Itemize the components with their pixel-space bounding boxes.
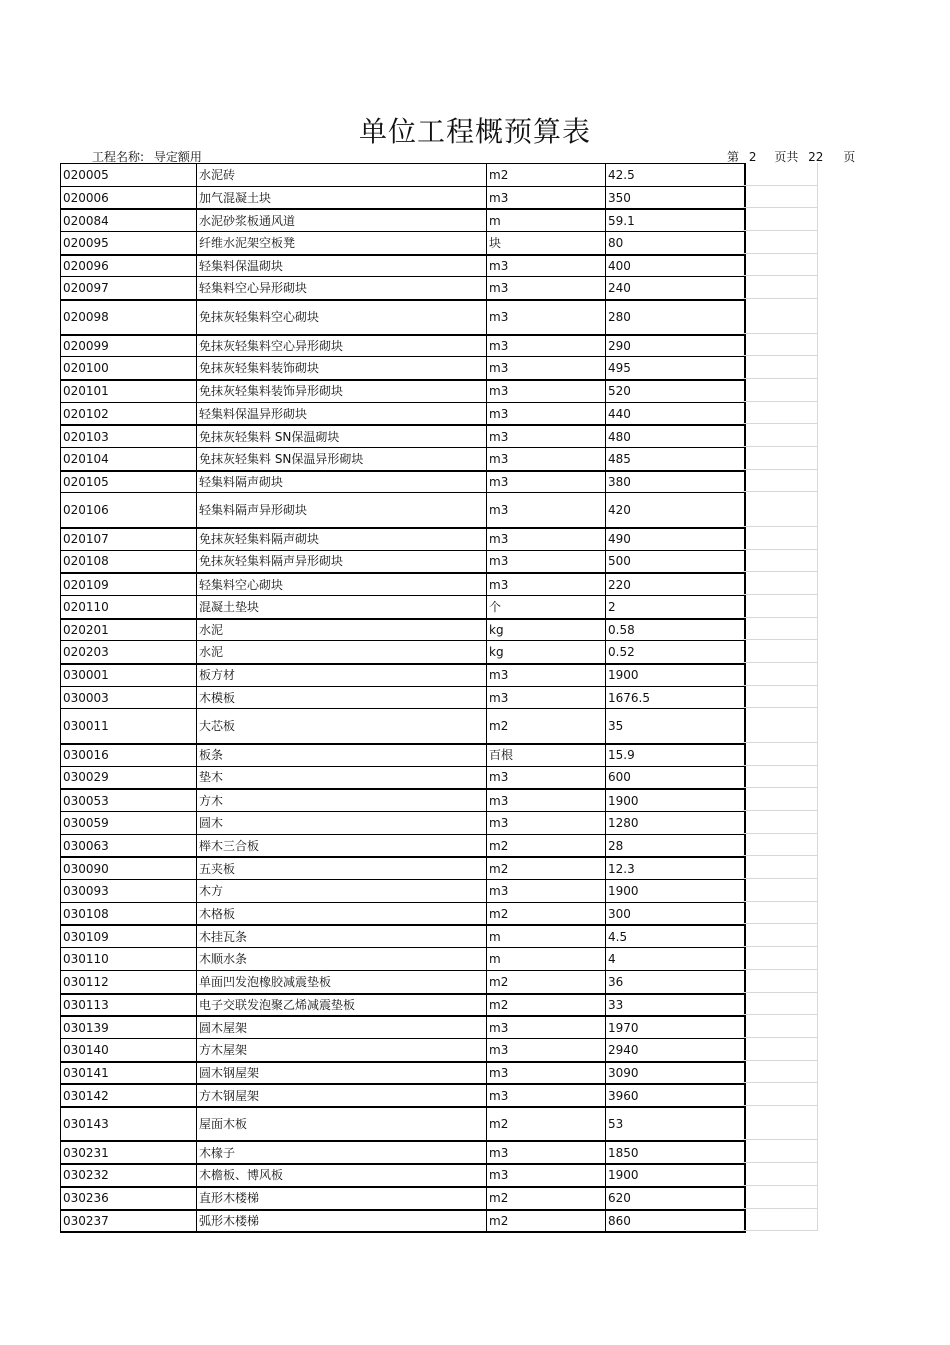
- table-row: [61, 924, 744, 947]
- item-code: 030109: [61, 926, 197, 947]
- table-row: [61, 492, 744, 527]
- item-code: 030016: [61, 745, 197, 766]
- table-row: [61, 686, 744, 709]
- item-unit: m3: [487, 812, 606, 834]
- item-name: 免抹灰轻集料 SN保温异形砌块: [197, 448, 487, 470]
- item-unit: m3: [487, 1063, 606, 1084]
- item-name: 屋面木板: [197, 1108, 487, 1141]
- side-cell: [743, 811, 818, 834]
- item-price: 4: [608, 951, 616, 966]
- item-name: 水泥: [197, 641, 487, 663]
- item-price: 860: [608, 1213, 631, 1228]
- table-row: [61, 470, 744, 493]
- item-code: 030113: [61, 995, 197, 1016]
- side-cell: [743, 947, 818, 970]
- item-code: 020096: [61, 256, 197, 277]
- side-cell: [743, 231, 818, 254]
- item-price: 3960: [608, 1088, 639, 1103]
- item-price: 1676.5: [608, 690, 650, 705]
- item-price: 220: [608, 577, 631, 592]
- side-cell: [743, 572, 818, 595]
- table-row: [61, 834, 744, 857]
- item-price: 15.9: [608, 748, 635, 763]
- item-price: 620: [608, 1191, 631, 1206]
- item-unit: m3: [487, 381, 606, 402]
- item-name: 五夹板: [197, 858, 487, 879]
- item-price: 80: [608, 235, 624, 250]
- table-row: [61, 1038, 744, 1061]
- side-cell: [743, 708, 818, 743]
- item-code: 030143: [61, 1108, 197, 1141]
- item-price: 1850: [608, 1145, 639, 1160]
- item-unit: m3: [487, 493, 606, 527]
- item-name: 木檐板、博风板: [197, 1165, 487, 1186]
- item-code: 030001: [61, 665, 197, 686]
- item-unit: m3: [487, 790, 606, 811]
- item-name: 轻集料保温砌块: [197, 256, 487, 277]
- item-code: 030232: [61, 1165, 197, 1186]
- item-price: 53: [608, 1117, 624, 1132]
- item-code: 020110: [61, 596, 197, 618]
- item-name: 水泥: [197, 620, 487, 641]
- side-cell: [743, 334, 818, 357]
- item-code: 030110: [61, 948, 197, 970]
- item-price: 440: [608, 406, 631, 421]
- side-cell: [743, 254, 818, 277]
- table-row: [61, 231, 744, 254]
- item-unit: m2: [487, 709, 606, 743]
- item-name: 木模板: [197, 687, 487, 709]
- item-code: 020097: [61, 277, 197, 299]
- item-unit: m3: [487, 256, 606, 277]
- item-price: 280: [608, 310, 631, 325]
- item-unit: m3: [487, 448, 606, 470]
- item-unit: m3: [487, 277, 606, 299]
- item-price: 36: [608, 974, 624, 989]
- item-price: 1900: [608, 793, 639, 808]
- item-price: 350: [608, 190, 631, 205]
- item-code: 030003: [61, 687, 197, 709]
- item-unit: m: [487, 210, 606, 231]
- item-unit: 块: [487, 232, 606, 254]
- item-unit: m3: [487, 357, 606, 379]
- item-name: 免抹灰轻集料 SN保温砌块: [197, 426, 487, 447]
- item-unit: kg: [487, 620, 606, 641]
- side-cell: [743, 1186, 818, 1209]
- table-row: [61, 1083, 744, 1106]
- table-row: [61, 856, 744, 879]
- item-name: 板条: [197, 745, 487, 766]
- item-code: 020098: [61, 301, 197, 334]
- item-name: 免抹灰轻集料隔声砌块: [197, 529, 487, 550]
- item-code: 020005: [61, 164, 197, 186]
- item-name: 加气混凝土块: [197, 187, 487, 209]
- side-cell: [743, 492, 818, 527]
- side-cell: [743, 663, 818, 686]
- item-price: 520: [608, 384, 631, 399]
- item-price: 1280: [608, 815, 639, 830]
- item-name: 混凝土垫块: [197, 596, 487, 618]
- item-name: 轻集料空心异形砌块: [197, 277, 487, 299]
- table-row: [61, 527, 744, 550]
- item-name: 板方材: [197, 665, 487, 686]
- item-code: 020101: [61, 381, 197, 402]
- table-row: [61, 402, 744, 425]
- item-unit: m3: [487, 426, 606, 447]
- item-price: 1970: [608, 1020, 639, 1035]
- side-cell: [743, 856, 818, 879]
- item-code: 020102: [61, 403, 197, 425]
- table-row: [61, 1015, 744, 1038]
- item-code: 030090: [61, 858, 197, 879]
- table-row: [61, 447, 744, 470]
- item-unit: m3: [487, 472, 606, 493]
- item-price: 33: [608, 997, 624, 1012]
- side-cell: [743, 356, 818, 379]
- side-cell: [743, 970, 818, 993]
- item-name: 木格板: [197, 903, 487, 925]
- side-cell: [743, 1015, 818, 1038]
- item-unit: m3: [487, 1142, 606, 1163]
- item-price: 1900: [608, 1168, 639, 1183]
- item-name: 电子交联发泡聚乙烯减震垫板: [197, 995, 487, 1016]
- side-cell: [743, 1061, 818, 1084]
- item-name: 圆木: [197, 812, 487, 834]
- item-code: 030029: [61, 767, 197, 789]
- item-name: 免抹灰轻集料空心异形砌块: [197, 336, 487, 357]
- item-name: 木顺水条: [197, 948, 487, 970]
- item-name: 垫木: [197, 767, 487, 789]
- table-row: [61, 743, 744, 766]
- table-row: [61, 550, 744, 573]
- side-cell: [743, 1140, 818, 1163]
- item-name: 轻集料隔声异形砌块: [197, 493, 487, 527]
- item-price: 495: [608, 361, 631, 376]
- item-code: 020099: [61, 336, 197, 357]
- item-code: 030140: [61, 1039, 197, 1061]
- item-code: 020006: [61, 187, 197, 209]
- item-unit: m3: [487, 1165, 606, 1186]
- item-name: 方木: [197, 790, 487, 811]
- item-price: 42.5: [608, 167, 635, 182]
- item-code: 020108: [61, 551, 197, 573]
- item-unit: m3: [487, 574, 606, 595]
- item-code: 030053: [61, 790, 197, 811]
- item-unit: m3: [487, 1085, 606, 1106]
- item-code: 020201: [61, 620, 197, 641]
- side-cell: [743, 743, 818, 766]
- table-row: [61, 1140, 744, 1163]
- side-grid: [743, 163, 818, 1231]
- side-cell: [743, 186, 818, 209]
- item-name: 圆木钢屋架: [197, 1063, 487, 1084]
- item-code: 020100: [61, 357, 197, 379]
- side-cell: [743, 879, 818, 902]
- item-price: 3090: [608, 1065, 639, 1080]
- item-code: 020104: [61, 448, 197, 470]
- side-cell: [743, 299, 818, 334]
- item-unit: m3: [487, 301, 606, 334]
- side-cell: [743, 1163, 818, 1186]
- item-unit: m3: [487, 1039, 606, 1061]
- item-code: 030059: [61, 812, 197, 834]
- item-unit: m2: [487, 1211, 606, 1232]
- item-code: 030063: [61, 835, 197, 857]
- page-title: 单位工程概预算表: [358, 115, 591, 148]
- table-row: [61, 572, 744, 595]
- side-cell: [743, 595, 818, 618]
- table-row: [61, 1061, 744, 1084]
- item-code: 020106: [61, 493, 197, 527]
- item-price: 300: [608, 906, 631, 921]
- item-unit: m2: [487, 1188, 606, 1209]
- page-prefix: 第: [727, 150, 740, 164]
- table-row: [61, 970, 744, 993]
- item-name: 方木钢屋架: [197, 1085, 487, 1106]
- item-unit: m3: [487, 767, 606, 789]
- item-price: 600: [608, 770, 631, 785]
- project-name: 导定额用: [153, 150, 202, 164]
- item-unit: m3: [487, 403, 606, 425]
- side-cell: [743, 163, 818, 186]
- table-row: [61, 640, 744, 663]
- side-cell: [743, 1083, 818, 1106]
- item-name: 水泥砂浆板通风道: [197, 210, 487, 231]
- side-cell: [743, 686, 818, 709]
- table-row: [61, 424, 744, 447]
- side-cell: [743, 788, 818, 811]
- item-name: 免抹灰轻集料隔声异形砌块: [197, 551, 487, 573]
- table-row: [61, 879, 744, 902]
- item-name: 弧形木楼梯: [197, 1211, 487, 1232]
- table-row: [61, 811, 744, 834]
- item-unit: m2: [487, 858, 606, 879]
- item-unit: m3: [487, 687, 606, 709]
- item-unit: m2: [487, 995, 606, 1016]
- page-current: 2: [748, 150, 757, 164]
- item-price: 4.5: [608, 929, 628, 944]
- item-name: 方木屋架: [197, 1039, 487, 1061]
- table-row: [61, 1209, 744, 1232]
- item-price: 59.1: [608, 213, 635, 228]
- item-unit: m2: [487, 835, 606, 857]
- table-row: [61, 1163, 744, 1186]
- side-cell: [743, 447, 818, 470]
- item-name: 圆木屋架: [197, 1017, 487, 1038]
- item-unit: m: [487, 926, 606, 947]
- side-cell: [743, 550, 818, 573]
- side-cell: [743, 1038, 818, 1061]
- item-code: 030141: [61, 1063, 197, 1084]
- table-row: [61, 663, 744, 686]
- item-unit: m3: [487, 187, 606, 209]
- side-cell: [743, 379, 818, 402]
- table-row: [61, 379, 744, 402]
- item-unit: m: [487, 948, 606, 970]
- table-row: [61, 163, 744, 186]
- item-unit: 百根: [487, 745, 606, 766]
- item-price: 0.52: [608, 645, 635, 660]
- side-cell: [743, 924, 818, 947]
- side-cell: [743, 834, 818, 857]
- table-row: [61, 618, 744, 641]
- table-row: [61, 993, 744, 1016]
- item-name: 木挂瓦条: [197, 926, 487, 947]
- side-cell: [743, 766, 818, 789]
- item-code: 030139: [61, 1017, 197, 1038]
- item-price: 2: [608, 599, 616, 614]
- item-name: 免抹灰轻集料空心砌块: [197, 301, 487, 334]
- item-code: 030093: [61, 880, 197, 902]
- side-cell: [743, 993, 818, 1016]
- item-unit: m3: [487, 665, 606, 686]
- item-name: 免抹灰轻集料装饰异形砌块: [197, 381, 487, 402]
- page-suffix: 页: [843, 150, 856, 164]
- item-unit: m3: [487, 880, 606, 902]
- table-row: [61, 788, 744, 811]
- item-price: 1900: [608, 668, 639, 683]
- side-cell: [743, 470, 818, 493]
- item-name: 轻集料隔声砌块: [197, 472, 487, 493]
- item-price: 420: [608, 503, 631, 518]
- item-code: 030108: [61, 903, 197, 925]
- item-price: 0.58: [608, 623, 635, 638]
- table-row: [61, 1186, 744, 1209]
- table-row: [61, 766, 744, 789]
- item-name: 纤维水泥架空板凳: [197, 232, 487, 254]
- item-price: 28: [608, 838, 624, 853]
- item-unit: m2: [487, 903, 606, 925]
- item-name: 水泥砖: [197, 164, 487, 186]
- table-row: [61, 708, 744, 743]
- item-code: 020084: [61, 210, 197, 231]
- item-unit: m2: [487, 1108, 606, 1141]
- table-row: [61, 902, 744, 925]
- side-cell: [743, 618, 818, 641]
- table-row: [61, 947, 744, 970]
- item-price: 240: [608, 281, 631, 296]
- item-name: 木方: [197, 880, 487, 902]
- item-unit: 个: [487, 596, 606, 618]
- item-code: 030142: [61, 1085, 197, 1106]
- table-row: [61, 186, 744, 209]
- side-cell: [743, 640, 818, 663]
- project-label: 工程名称:: [92, 150, 145, 164]
- page-total: 22: [808, 150, 824, 164]
- side-cell: [743, 527, 818, 550]
- table-row: [61, 595, 744, 618]
- item-name: 直形木楼梯: [197, 1188, 487, 1209]
- item-price: 490: [608, 532, 631, 547]
- item-name: 单面凹发泡橡胶减震垫板: [197, 971, 487, 993]
- item-unit: m3: [487, 336, 606, 357]
- table-row: [61, 254, 744, 277]
- side-cell: [743, 276, 818, 299]
- item-price: 12.3: [608, 861, 635, 876]
- table-row: [61, 299, 744, 334]
- side-cell: [743, 902, 818, 925]
- item-unit: m3: [487, 529, 606, 550]
- item-code: 020105: [61, 472, 197, 493]
- table-row: [61, 1106, 744, 1141]
- side-cell: [743, 1106, 818, 1141]
- table-row: [61, 276, 744, 299]
- price-table: [60, 163, 746, 1233]
- item-price: 290: [608, 338, 631, 353]
- item-code: 030011: [61, 709, 197, 743]
- item-code: 020107: [61, 529, 197, 550]
- item-unit: kg: [487, 641, 606, 663]
- item-price: 500: [608, 554, 631, 569]
- item-price: 2940: [608, 1042, 639, 1057]
- item-code: 030231: [61, 1142, 197, 1163]
- item-code: 030236: [61, 1188, 197, 1209]
- item-price: 480: [608, 429, 631, 444]
- table-row: [61, 208, 744, 231]
- item-code: 020203: [61, 641, 197, 663]
- item-code: 020103: [61, 426, 197, 447]
- side-cell: [743, 424, 818, 447]
- item-name: 轻集料保温异形砌块: [197, 403, 487, 425]
- item-price: 380: [608, 475, 631, 490]
- item-code: 020109: [61, 574, 197, 595]
- item-code: 020095: [61, 232, 197, 254]
- item-unit: m2: [487, 971, 606, 993]
- item-unit: m2: [487, 164, 606, 186]
- item-unit: m3: [487, 1017, 606, 1038]
- side-cell: [743, 1209, 818, 1232]
- item-price: 35: [608, 719, 624, 734]
- item-name: 免抹灰轻集料装饰砌块: [197, 357, 487, 379]
- item-price: 1900: [608, 883, 639, 898]
- item-unit: m3: [487, 551, 606, 573]
- page-middle: 页共: [774, 150, 799, 164]
- item-code: 030112: [61, 971, 197, 993]
- item-name: 大芯板: [197, 709, 487, 743]
- side-cell: [743, 402, 818, 425]
- item-code: 030237: [61, 1211, 197, 1232]
- side-cell: [743, 208, 818, 231]
- table-row: [61, 356, 744, 379]
- item-name: 榉木三合板: [197, 835, 487, 857]
- item-price: 485: [608, 451, 631, 466]
- table-row: [61, 334, 744, 357]
- item-name: 轻集料空心砌块: [197, 574, 487, 595]
- item-price: 400: [608, 259, 631, 274]
- item-name: 木椽子: [197, 1142, 487, 1163]
